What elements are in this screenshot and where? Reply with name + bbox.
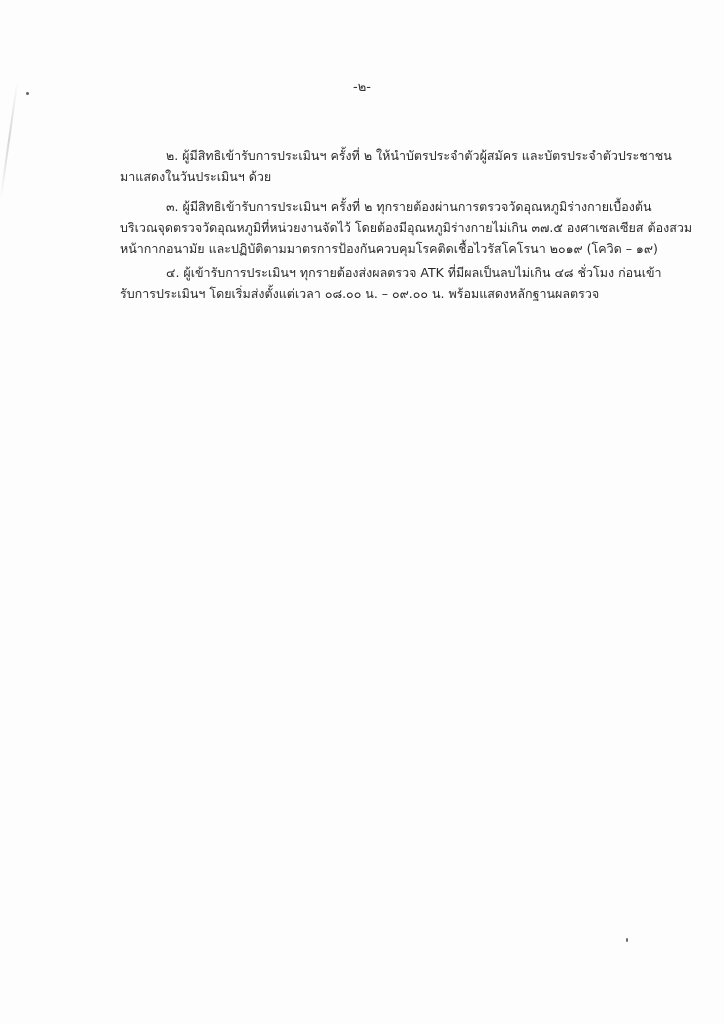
paragraph-line: ๒. ผู้มีสิทธิเข้ารับการประเมินฯ ครั้งที่ ๒ ให้นำบัตรประจำตัวผู้สมัคร และบัตรประจำตัวประชาชน <box>166 148 672 163</box>
page-number: -๒- <box>353 80 371 95</box>
paragraph-line: ๓. ผู้มีสิทธิเข้ารับการประเมินฯ ครั้งที่ ๒ ทุกรายต้องผ่านการตรวจวัดอุณหภูมิร่างกายเบื้องต้น <box>166 199 652 214</box>
paragraph-line: ๔. ผู้เข้ารับการประเมินฯ ทุกรายต้องส่งผลตรวจ ATK ที่มีผลเป็นลบไม่เกิน ๔๘ ชั่วโมง ก่อนเข้า <box>166 265 662 280</box>
scan-speck <box>626 938 628 942</box>
paragraph-item-3 <box>120 196 693 259</box>
paragraph-item-4 <box>120 262 680 304</box>
paragraph-item-2 <box>120 145 680 187</box>
paragraph-line: บริเวณจุดตรวจวัดอุณหภูมิที่หน่วยงานจัดไว้ โดยต้องมีอุณหภูมิร่างกายไม่เกิน ๓๗.๕ องศาเซลเซียส ต้องสวม <box>120 220 693 235</box>
paragraph-line: หน้ากากอนามัย และปฏิบัติตามมาตรการป้องกันควบคุมโรคติดเชื้อไวรัสโคโรนา ๒๐๑๙ (โควิด – ๑๙) <box>120 241 658 256</box>
paragraph-line: มาแสดงในวันประเมินฯ ด้วย <box>120 169 272 184</box>
paragraph-line: รับการประเมินฯ โดยเริ่มส่งตั้งแต่เวลา ๐๘.๐๐ น. – ๐๙.๐๐ น. พร้อมแสดงหลักฐานผลตรวจ <box>120 286 600 301</box>
scan-edge-mark <box>0 80 18 199</box>
